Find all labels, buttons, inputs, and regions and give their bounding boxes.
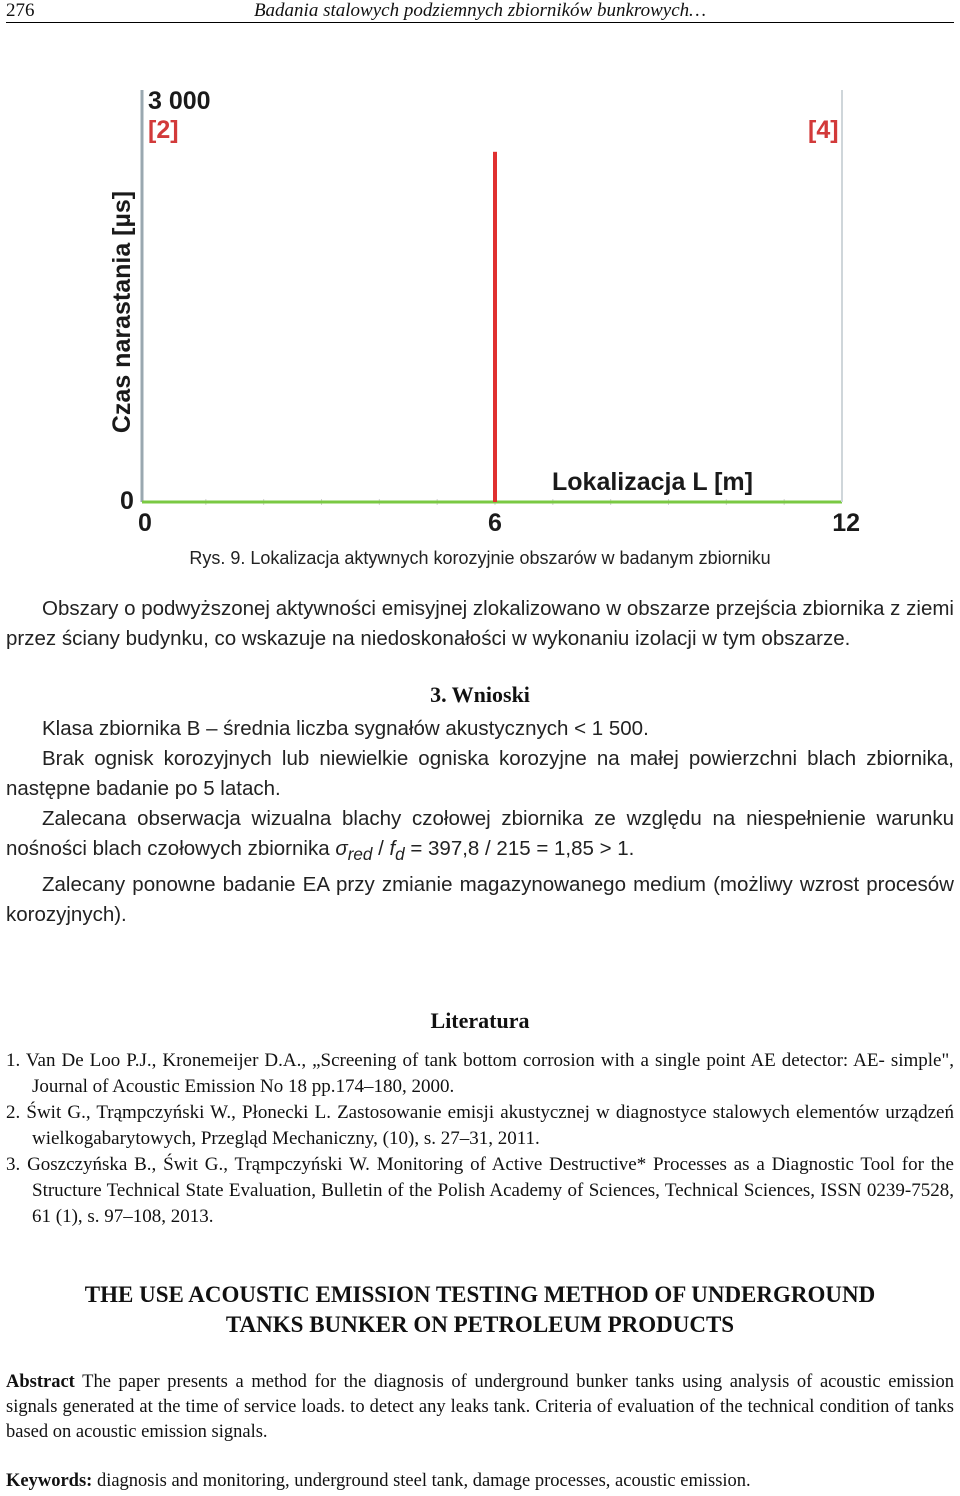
section-title: 3. Wnioski bbox=[430, 682, 530, 707]
conclusion-3-text: Zalecana obserwacja wizualna blachy czołowej zbiornika ze względu na niespełnienie warunku nośności blach czołowych zbiornika bbox=[6, 807, 954, 860]
reference-item: 2. Świt G., Trąmpczyński W., Płonecki L. Zastosowanie emisji akustycznej w diagnostyce stalowych elementów urządzeń wielkogabarytowych, Przegląd Mechaniczny, (10), s. 27–31, 2011. bbox=[6, 1102, 954, 1149]
acoustic-emission-chart bbox=[90, 82, 870, 542]
page-number: 276 bbox=[6, 0, 35, 21]
x-tick-label: 0 bbox=[138, 509, 152, 537]
f-symbol: f bbox=[389, 837, 396, 860]
literature-title: Literatura bbox=[430, 1008, 530, 1033]
y-tick-zero: 0 bbox=[120, 487, 134, 515]
bars-group bbox=[493, 152, 497, 502]
page-header bbox=[6, 0, 954, 23]
english-section bbox=[6, 1280, 954, 1494]
sigma-subscript: red bbox=[347, 845, 373, 865]
main-text bbox=[6, 594, 954, 930]
conclusion-2: Brak ognisk korozyjnych lub niewielkie ogniska korozyjne na małej powierzchni blach zbiornika, następne badanie po 5 latach. bbox=[6, 747, 954, 800]
keywords bbox=[6, 1469, 954, 1494]
abstract bbox=[6, 1370, 954, 1445]
sigma-symbol: σ bbox=[335, 837, 348, 860]
reference-item: 1. Van De Loo P.J., Kronemeijer D.A., „Screening of tank bottom corrosion with a single point AE detector: AE- simple", Journal of Acoustic Emission No 18 pp.174–180, 2000. bbox=[6, 1050, 954, 1097]
reference-item: 3. Goszczyńska B., Świt G., Trąmpczyński W. Monitoring of Active Destructive* Processes as a Diagnostic Tool for the Structure Technical State Evaluation, Bulletin of the Polish Academy of Sciences, Technical Sciences, ISSN 0239-7528, 61 (1), s. 97–108, 2013. bbox=[6, 1154, 954, 1227]
keywords-label: Keywords: bbox=[6, 1471, 93, 1491]
y-tick-max: 3 000 bbox=[148, 87, 211, 115]
conclusion-4: Zalecany ponowne badanie EA przy zmianie magazynowanego medium (możliwy wzrost procesów korozyjnych). bbox=[6, 873, 954, 927]
abstract-label: Abstract bbox=[6, 1372, 75, 1392]
literature-section bbox=[6, 1008, 954, 1230]
annotation-left: [2] bbox=[148, 116, 179, 144]
english-title-line1: THE USE ACOUSTIC EMISSION TESTING METHOD OF UNDERGROUND bbox=[84, 1282, 876, 1307]
f-subscript: d bbox=[395, 845, 405, 865]
bar bbox=[493, 152, 497, 502]
paragraph: Obszary o podwyższonej aktywności emisyjnej zlokalizowano w obszarze przejścia zbiornika z ziemi przez ściany budynku, co wskazuje na niedoskonałości w wykonaniu izolacji w tym obszarze. bbox=[6, 597, 954, 650]
x-tick-label: 12 bbox=[832, 509, 860, 537]
x-ticks-group bbox=[138, 509, 860, 537]
conclusion-1: Klasa zbiornika B – średnia liczba sygnałów akustycznych < 1 500. bbox=[42, 717, 649, 740]
figure-caption: Rys. 9. Lokalizacja aktywnych korozyjnie obszarów w badanym zbiorniku bbox=[189, 548, 771, 568]
keywords-text: diagnosis and monitoring, underground steel tank, damage processes, acoustic emission. bbox=[92, 1471, 751, 1491]
ratio-value: = 397,8 / 215 = 1,85 > 1. bbox=[404, 837, 635, 860]
running-title: Badania stalowych podziemnych zbiorników bunkrowych… bbox=[253, 0, 707, 21]
abstract-text: The paper presents a method for the diagnosis of underground bunker tanks using analysis of acoustic emission signals generated at the time of service loads. to detect any leaks tank. Criteria of evaluation of the technical condition of tanks based on acoustic emission signals. bbox=[6, 1372, 954, 1442]
conclusion-3 bbox=[6, 804, 954, 870]
annotation-right: [4] bbox=[808, 116, 839, 144]
x-axis-label: Lokalizacja L [m] bbox=[552, 468, 753, 496]
slash: / bbox=[372, 837, 390, 860]
english-title-line2: TANKS BUNKER ON PETROLEUM PRODUCTS bbox=[225, 1312, 735, 1337]
x-tick-label: 6 bbox=[488, 509, 502, 537]
y-axis-label: Czas narastania [µs] bbox=[108, 190, 136, 434]
